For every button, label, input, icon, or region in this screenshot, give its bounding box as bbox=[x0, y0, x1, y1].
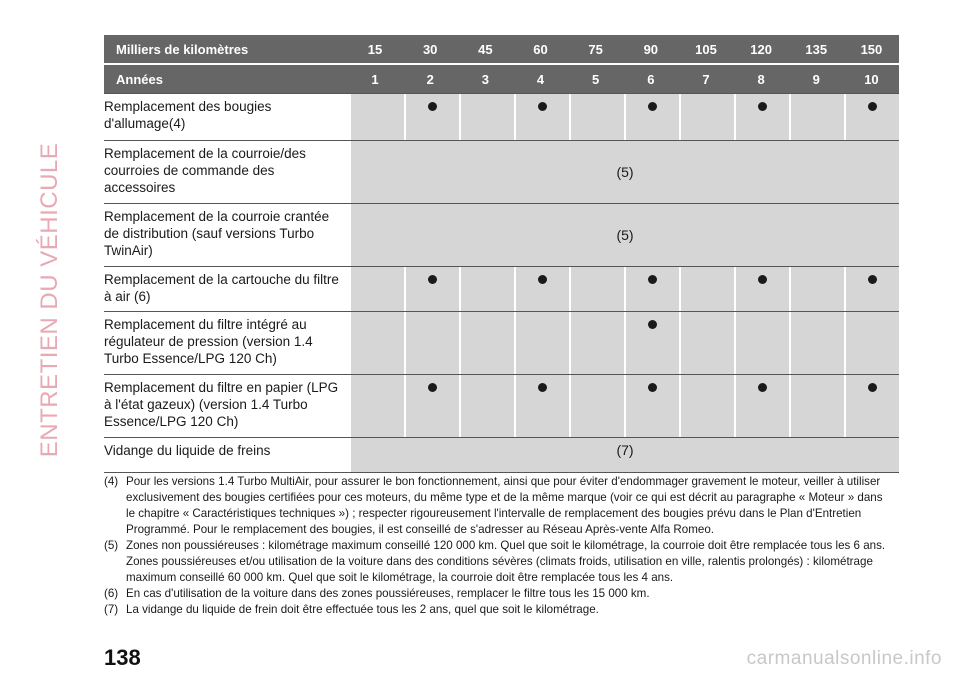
km-header-label: Milliers de kilomètres bbox=[116, 41, 249, 57]
schedule-cell bbox=[351, 375, 404, 437]
watermark: carmanualsonline.info bbox=[746, 648, 942, 669]
footnote-key: (6) bbox=[104, 587, 119, 600]
bullet-icon bbox=[538, 383, 547, 392]
bullet-icon bbox=[648, 275, 657, 284]
schedule-cell bbox=[516, 94, 569, 140]
schedule-cell bbox=[516, 312, 569, 374]
year-header-cell: 9 bbox=[812, 71, 820, 87]
year-header-cell: 4 bbox=[536, 71, 545, 87]
row-label: Remplacement du filtre intégré au régulateur de pression (version 1.4 Turbo Essence/LPG 120 Ch) bbox=[104, 312, 351, 374]
header-row-km bbox=[104, 35, 899, 63]
footnote-key: (4) bbox=[104, 475, 119, 488]
bullet-icon bbox=[758, 102, 767, 111]
table-row bbox=[104, 374, 899, 437]
schedule-cell bbox=[571, 375, 624, 437]
footnote-key: (5) bbox=[104, 539, 119, 552]
year-header-cell: 8 bbox=[757, 71, 765, 87]
row-label: Remplacement du filtre en papier (LPG à l'état gazeux) (version 1.4 Turbo Essence/LPG 120 Ch) bbox=[104, 375, 351, 437]
schedule-cell bbox=[626, 312, 679, 374]
year-header-cell: 1 bbox=[371, 71, 379, 87]
table-body bbox=[104, 93, 899, 473]
maintenance-table bbox=[104, 35, 899, 473]
km-header-cell: 135 bbox=[805, 41, 828, 57]
schedule-cell bbox=[461, 375, 514, 437]
schedule-cell bbox=[736, 375, 789, 437]
schedule-cell bbox=[461, 312, 514, 374]
schedule-cell bbox=[846, 267, 899, 311]
table-row bbox=[104, 266, 899, 311]
footnote bbox=[104, 586, 894, 602]
footnote-text: Pour les versions 1.4 Turbo MultiAir, pour assurer le bon fonctionnement, ainsi que pour éviter d'endommager gravement le moteur, veiller à utiliser exclusivement des bougies certifiées pour ces moteurs, du même type et de la même marque (voir ce qui est décrit au paragraphe « Moteur » dans le chapitre « Caractéristiques techniques ») ; respecter rigoureusement l'intervalle de remplacement des bougies prévu dans le Plan d'Entretien Programmé. Pour le remplacement des bougies, il est conseillé de s'adresser au Réseau Après-vente Alfa Romeo. bbox=[126, 475, 883, 536]
footnotes bbox=[104, 474, 894, 618]
row-label: Remplacement de la cartouche du filtre à air (6) bbox=[104, 267, 351, 311]
footnote bbox=[104, 602, 894, 618]
schedule-cell bbox=[681, 94, 734, 140]
schedule-cell bbox=[626, 375, 679, 437]
table-row bbox=[104, 437, 899, 473]
footnote-text: La vidange du liquide de frein doit être effectuée tous les 2 ans, quel que soit le kilométrage. bbox=[126, 603, 599, 616]
header-row-years bbox=[104, 65, 899, 93]
footnote bbox=[104, 474, 894, 538]
bullet-icon bbox=[648, 320, 657, 329]
km-header-cell: 75 bbox=[588, 41, 603, 57]
schedule-cell bbox=[461, 267, 514, 311]
km-header-cell: 45 bbox=[478, 41, 493, 57]
bullet-icon bbox=[538, 275, 547, 284]
km-header-cell: 30 bbox=[422, 41, 438, 57]
row-label: Remplacement des bougies d'allumage(4) bbox=[104, 94, 351, 140]
bullet-icon bbox=[868, 275, 877, 284]
schedule-cell bbox=[791, 312, 844, 374]
years-header-label: Années bbox=[116, 71, 163, 87]
row-cells bbox=[351, 267, 899, 311]
schedule-cell bbox=[791, 94, 844, 140]
schedule-cell bbox=[351, 94, 404, 140]
schedule-cell bbox=[846, 375, 899, 437]
bullet-icon bbox=[428, 102, 437, 111]
row-cells bbox=[351, 94, 899, 140]
bullet-icon bbox=[648, 102, 657, 111]
row-span-note: (5) bbox=[351, 204, 899, 266]
schedule-cell bbox=[351, 267, 404, 311]
km-header-cell: 105 bbox=[695, 41, 717, 57]
bullet-icon bbox=[758, 383, 767, 392]
schedule-cell bbox=[516, 375, 569, 437]
km-header-cell: 150 bbox=[860, 41, 883, 57]
schedule-cell bbox=[406, 94, 459, 140]
schedule-cell bbox=[461, 94, 514, 140]
schedule-cell bbox=[681, 267, 734, 311]
footnote bbox=[104, 538, 894, 586]
bullet-icon bbox=[428, 383, 437, 392]
schedule-cell bbox=[351, 312, 404, 374]
schedule-cell bbox=[571, 312, 624, 374]
bullet-icon bbox=[428, 275, 437, 284]
table-row bbox=[104, 203, 899, 266]
schedule-cell bbox=[626, 94, 679, 140]
bullet-icon bbox=[538, 102, 547, 111]
schedule-cell bbox=[791, 375, 844, 437]
schedule-cell bbox=[791, 267, 844, 311]
bullet-icon bbox=[868, 102, 877, 111]
row-label: Remplacement de la courroie crantée de distribution (sauf versions Turbo TwinAir) bbox=[104, 204, 351, 266]
table-row bbox=[104, 93, 899, 140]
page-number: 138 bbox=[104, 645, 141, 670]
year-header-cell: 7 bbox=[702, 71, 710, 87]
schedule-cell bbox=[681, 375, 734, 437]
schedule-cell bbox=[736, 267, 789, 311]
row-cells bbox=[351, 312, 899, 374]
row-label: Remplacement de la courroie/des courroies de commande des accessoires bbox=[104, 141, 351, 203]
year-header-cell: 3 bbox=[481, 71, 489, 87]
table-row bbox=[104, 140, 899, 203]
schedule-cell bbox=[406, 375, 459, 437]
section-side-title: ENTRETIEN DU VÉHICULE bbox=[36, 142, 63, 458]
schedule-cell bbox=[516, 267, 569, 311]
table-row bbox=[104, 311, 899, 374]
year-header-cell: 2 bbox=[426, 71, 434, 87]
footnote-key: (7) bbox=[104, 603, 119, 616]
schedule-cell bbox=[736, 312, 789, 374]
schedule-cell bbox=[406, 312, 459, 374]
footnote-text: Zones non poussiéreuses : kilométrage maximum conseillé 120 000 km. Quel que soit le kilométrage, la courroie doit être remplacée tous les 6 ans. Zones poussiéreuses et/ou utilisation de la voiture dans des conditions sévères (climats froids, utilisation en ville, ralentis prolongés) : kilométrage maximum conseillé 60 000 km. Quel que soit le kilométrage, la courroie doit être remplacée tous les 4 ans. bbox=[126, 539, 886, 584]
schedule-cell bbox=[846, 312, 899, 374]
bullet-icon bbox=[648, 383, 657, 392]
schedule-cell bbox=[571, 94, 624, 140]
km-header-cell: 60 bbox=[533, 41, 548, 57]
row-span-note: (7) bbox=[351, 438, 899, 472]
km-header-cell: 120 bbox=[750, 41, 772, 57]
schedule-cell bbox=[681, 312, 734, 374]
footnote-text: En cas d'utilisation de la voiture dans des zones poussiéreuses, remplacer le filtre tous les 15 000 km. bbox=[126, 587, 650, 600]
bullet-icon bbox=[868, 383, 877, 392]
year-header-cell: 6 bbox=[647, 71, 655, 87]
km-header-cell: 15 bbox=[367, 41, 383, 57]
bullet-icon bbox=[758, 275, 767, 284]
schedule-cell bbox=[736, 94, 789, 140]
schedule-cell bbox=[571, 267, 624, 311]
schedule-cell bbox=[406, 267, 459, 311]
row-cells bbox=[351, 375, 899, 437]
year-header-cell: 5 bbox=[592, 71, 600, 87]
schedule-cell bbox=[626, 267, 679, 311]
row-span-note: (5) bbox=[351, 141, 899, 203]
row-label: Vidange du liquide de freins bbox=[104, 438, 351, 472]
schedule-cell bbox=[846, 94, 899, 140]
year-header-cell: 10 bbox=[864, 71, 879, 87]
km-header-cell: 90 bbox=[643, 41, 659, 57]
